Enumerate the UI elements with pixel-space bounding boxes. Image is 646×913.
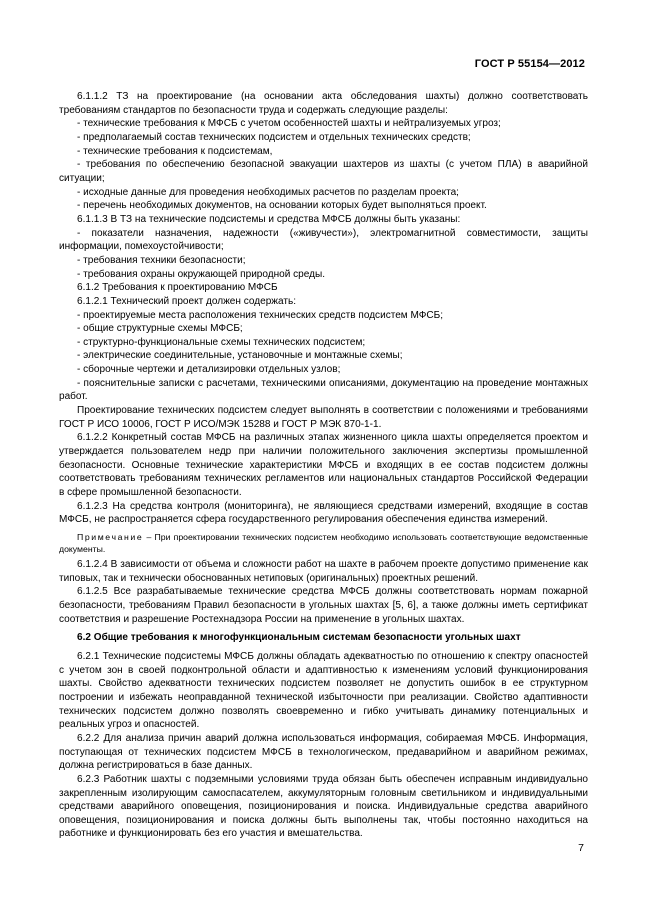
page-number: 7 [578, 842, 584, 854]
list-item: - проектируемые места расположения технических средств подсистем МФСБ; [77, 309, 444, 321]
note-label: Примечание [77, 532, 144, 542]
paragraph: 6.2.3 Работник шахты с подземными условиями труда обязан быть обеспечен исправным индивидуально закрепленным изолирующим самоспасателем, аккумуляторным головным светильником и индивидуальными средствами аварийного оповещения, позиционирования и поиска. Индивидуальные средства аварийного оповещения, позиционирования и поиска должны быть выполнены так, чтобы постоянно находиться на работнике и функционировать без его участия и вмешательства. [59, 773, 588, 840]
paragraph: 6.2.2 Для анализа причин аварий должна использоваться информация, собираемая МФСБ. Информация, поступающая от технических подсистем МФСБ в технологическом, предаварийном и аварийном режимах, должна регистрироваться в базе данных. [59, 732, 588, 772]
list-item: - электрические соединительные, установочные и монтажные схемы; [77, 350, 403, 362]
list-item: - показатели назначения, надежности («живучести»), электромагнитной совместимости, защиты информации, помехоустойчивости; [59, 227, 588, 253]
paragraph: Проектирование технических подсистем следует выполнять в соответствии с положениями и требованиями ГОСТ Р ИСО 10006, ГОСТ Р ИСО/МЭК 15288 и ГОСТ Р МЭК 870-1-1. [59, 405, 588, 430]
list-item: - сборочные чертежи и детализировки отдельных узлов; [77, 364, 341, 376]
list-item: - требования охраны окружающей природной среды. [77, 268, 326, 280]
list-item: - требования техники безопасности; [77, 254, 246, 266]
list-item: - пояснительные записки с расчетами, техническими описаниями, документацию на проведение монтажных работ. [59, 377, 588, 403]
note-dash: – [143, 532, 155, 542]
list-item: - технические требования к МФСБ с учетом особенностей шахты и нейтрализуемых угроз; [77, 118, 501, 130]
paragraph: 6.1.2.5 Все разрабатываемые технические средства МФСБ должны соответствовать нормам пожарной безопасности, требованиям Правил безопасности в угольных шахтах [5, 6], а также должны иметь сертификат соответствия и разрешение Ростехнадзора России на применение в угольных шахтах. [59, 586, 588, 625]
paragraph: 6.1.2.3 На средства контроля (мониторинга), не являющиеся средствами измерений, входящие в состав МФСБ, не распространяется сфера государственного регулирования обеспечения единства измерений. [59, 500, 588, 526]
list-item: - общие структурные схемы МФСБ; [77, 323, 243, 335]
paragraph: 6.1.1.3 В ТЗ на технические подсистемы и средства МФСБ должны быть указаны: [77, 213, 461, 225]
list-item: - требования по обеспечению безопасной эвакуации шахтеров из шахты (с учетом ПЛА) в аварийной ситуации; [59, 159, 588, 184]
document-code: ГОСТ Р 55154—2012 [474, 58, 585, 70]
paragraph: 6.2.1 Технические подсистемы МФСБ должны обладать адекватностью по отношению к спектру опасностей с учетом зон в своей подконтрольной области и адаптивностью к изменениям условий функционирования шахты. Свойство адекватности технических подсистем позволяет не допустить ошибок в ее структурном построении и избежать неоправданной технической избыточности при реализации. Свойство адаптивности технических подсистем должно позволять своевременно и гибко учитывать динамику потенциальных и реальных угроз и опасностей. [59, 650, 588, 731]
list-item: - исходные данные для проведения необходимых расчетов по разделам проекта; [77, 186, 459, 198]
list-item: - структурно-функциональные схемы технических подсистем; [77, 336, 366, 348]
section-heading: 6.2 Общие требования к многофункциональным системам безопасности угольных шахт [77, 632, 521, 644]
paragraph: 6.1.2.2 Конкретный состав МФСБ на различных этапах жизненного цикла шахты определяется проектом и утверждается пользователем недр при наличии положительного заключения экспертизы промышленной безопасности. Основные технические характеристики МФСБ и входящих в ее состав подсистем должны соответствовать требованиям технических регламентов или национальных стандартов Российской Федерации в сфере промышленной безопасности. [59, 432, 588, 499]
paragraph: 6.1.2.1 Технический проект должен содержать: [77, 295, 296, 307]
list-item: - предполагаемый состав технических подсистем и отдельных технических средств; [77, 131, 471, 143]
paragraph: 6.1.1.2 ТЗ на проектирование (на основании акта обследования шахты) должно соответствовать требованиям стандартов по безопасности труда и содержать следующие разделы: [59, 91, 588, 116]
note-text: При проектировании технических подсистем необходимо использовать соответствующие ведомственные документы. [59, 532, 588, 554]
list-item: - технические требования к подсистемам, [77, 145, 273, 157]
note [59, 531, 588, 555]
list-item: - перечень необходимых документов, на основании которых будет выполняться проект. [77, 200, 487, 212]
paragraph: 6.1.2.4 В зависимости от объема и сложности работ на шахте в рабочем проекте допустимо применение как типовых, так и технически обоснованных нетиповых (оригинальных) проектных решений. [59, 559, 588, 584]
subsection-title: 6.1.2 Требования к проектированию МФСБ [77, 282, 278, 294]
document-body [59, 90, 588, 841]
